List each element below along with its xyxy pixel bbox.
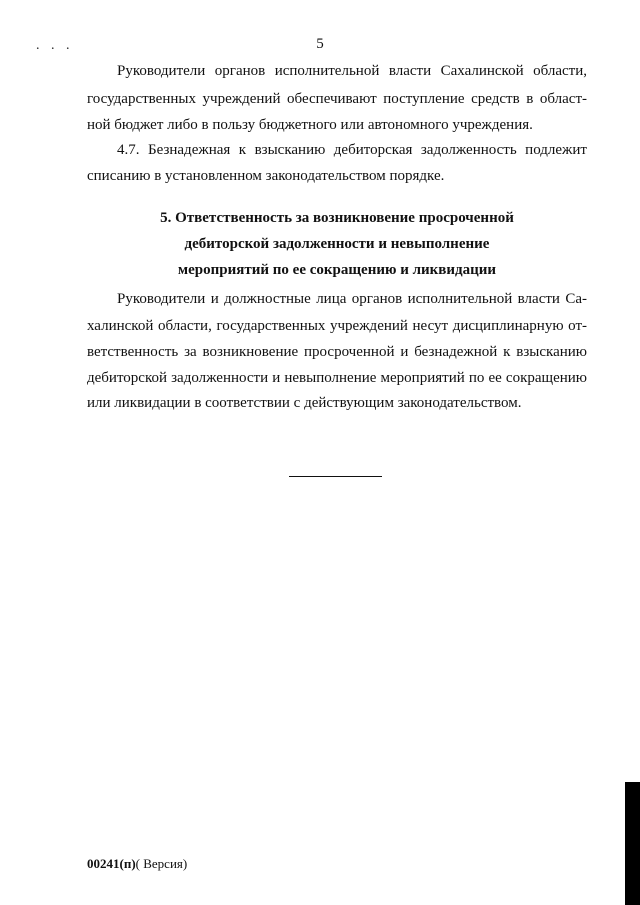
text-line: халинской области, государственных учреждений несут дисциплинарную от-: [87, 318, 587, 334]
text-line: или ликвидации в соответствии с действующим законодательством.: [87, 395, 522, 411]
text-line: 4.7. Безнадежная к взысканию дебиторская задолженность подлежит: [117, 142, 587, 158]
text-line: Руководители органов исполнительной власти Сахалинской области,: [117, 63, 587, 79]
text-line: списанию в установленном законодательством порядке.: [87, 168, 445, 184]
text-line: дебиторской задолженности и невыполнение мероприятий по ее сокращению: [87, 370, 587, 386]
text-line: государственных учреждений обеспечивают поступление средств в област-: [87, 91, 587, 107]
document-code-number: 00241(п): [87, 856, 136, 871]
scan-specks: . . .: [36, 38, 74, 53]
document-version: ( Версия): [135, 856, 188, 871]
text-line: ной бюджет либо в пользу бюджетного или автономного учреждения.: [87, 117, 533, 133]
heading-line: дебиторской задолженности и невыполнение: [184, 236, 490, 252]
page-number: 5: [316, 36, 324, 52]
heading-line: мероприятий по ее сокращению и ликвидации: [177, 262, 497, 278]
document-code: [87, 856, 187, 872]
end-rule: [289, 476, 382, 477]
scan-edge-bar: [625, 782, 640, 905]
text-line: ветственность за возникновение просроченной и безнадежной к взысканию: [87, 344, 587, 360]
text-line: Руководители и должностные лица органов исполнительной власти Са-: [117, 291, 587, 307]
heading-line: 5. Ответственность за возникновение просроченной: [160, 210, 514, 226]
